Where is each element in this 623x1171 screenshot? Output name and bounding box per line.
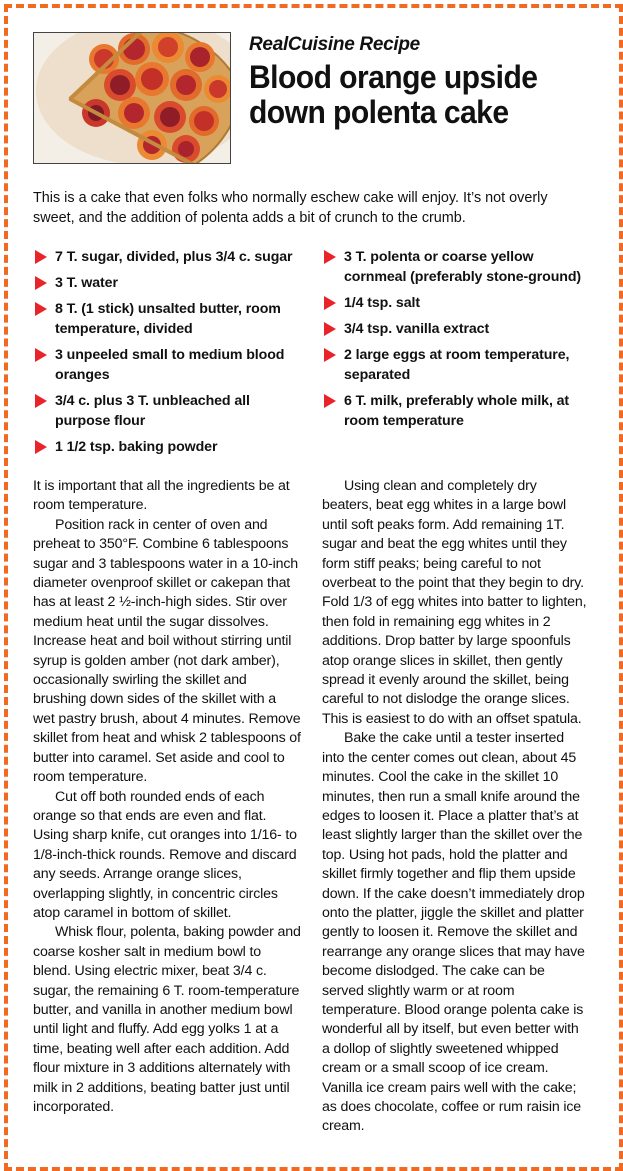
ingredient-text: 3/4 tsp. vanilla extract — [344, 321, 490, 337]
cake-photo-icon — [34, 33, 230, 163]
ingredients-right-column — [322, 247, 597, 437]
direction-paragraph: Position rack in center of oven and preheat to 350°F. Combine 6 tablespoons sugar and 3 tablespoons water in a 10-inch diameter ovenproof skillet or cakepan that has at least 2 ½-inch-high sides. Stir over medium heat until the sugar dissolves. Increase heat and boil without stirring until syrup is golden amber (not dark amber), occasionally swirling the skillet and brushing down sides of the skillet with a wet pastry brush, about 4 minutes. Remove skillet from heat and whisk 2 tablespoons of butter into caramel. Set aside and cool to room temperature. — [33, 516, 301, 786]
triangle-bullet-icon — [324, 250, 336, 264]
triangle-bullet-icon — [35, 348, 47, 362]
ingredient-text: 2 large eggs at room temperature, separated — [344, 347, 570, 383]
ingredient-text: 3 T. water — [55, 275, 118, 291]
ingredient-text: 1/4 tsp. salt — [344, 295, 420, 311]
triangle-bullet-icon — [324, 348, 336, 362]
ingredient-text: 7 T. sugar, divided, plus 3/4 c. sugar — [55, 249, 293, 265]
ingredient-item — [322, 293, 597, 313]
triangle-bullet-icon — [35, 440, 47, 454]
direction-paragraph: Bake the cake until a tester inserted into the center comes out clean, about 45 minutes. Cool the cake in the skillet 10 minutes, then run a small knife around the edges to loosen it. Place a platter that’s at least slightly larger than the skillet over the top. Using hot pads, hold the platter and skillet firmly together and flip them upside down. If the cake doesn’t immediately drop onto the platter, jiggle the skillet and platter gently to loosen it. Remove the skillet and rearrange any orange slices that may have become dislodged. The cake can be served slightly warm or at room temperature. Blood orange polenta cake is wonderful all by itself, but even better with a dollop of slightly sweetened whipped cream or a small scoop of ice cream. Vanilla ice cream pairs well with the cake; as does chocolate, coffee or rum raisin ice cream. — [322, 730, 585, 1135]
ingredient-text: 3 unpeeled small to medium blood oranges — [55, 347, 285, 383]
recipe-intro: This is a cake that even folks who normally eschew cake will enjoy. It’s not overly sweet, and the addition of polenta adds a bit of crunch to the crumb. — [33, 190, 548, 226]
ingredient-item — [322, 247, 597, 287]
ingredient-item — [322, 319, 597, 339]
ingredient-text: 1 1/2 tsp. baking powder — [55, 439, 218, 455]
direction-paragraph: It is important that all the ingredients be at room temperature. — [33, 478, 290, 514]
directions-left-column — [33, 477, 301, 1117]
ingredient-text: 3 T. polenta or coarse yellow cornmeal (preferably stone-ground) — [344, 249, 582, 285]
directions-right-column — [322, 477, 590, 1137]
ingredients-left-column — [33, 247, 308, 463]
ingredient-item — [33, 273, 308, 293]
ingredient-item — [33, 299, 308, 339]
ingredient-text: 8 T. (1 stick) unsalted butter, room temperature, divided — [55, 301, 281, 337]
ingredient-text: 6 T. milk, preferably whole milk, at room temperature — [344, 393, 570, 429]
ingredient-item — [322, 391, 597, 431]
triangle-bullet-icon — [35, 302, 47, 316]
recipe-kicker: RealCuisine Recipe — [249, 34, 420, 55]
direction-paragraph: Using clean and completely dry beaters, beat egg whites in a large bowl until soft peaks form. Add remaining 1T. sugar and beat the egg whites until they form stiff peaks; being careful to not overbeat to the point that they begin to dry. Fold 1/3 of egg whites into batter to lighten, then fold in remaining egg whites in 2 additions. Drop batter by large spoonfuls atop orange slices in skillet, then gently spread it evenly around the skillet, being careful to not dislodge the orange slices. This is easiest to do with an offset spatula. — [322, 478, 587, 727]
ingredient-item — [33, 247, 308, 267]
triangle-bullet-icon — [35, 394, 47, 408]
triangle-bullet-icon — [35, 276, 47, 290]
triangle-bullet-icon — [324, 322, 336, 336]
triangle-bullet-icon — [324, 296, 336, 310]
ingredient-text: 3/4 c. plus 3 T. unbleached all purpose flour — [55, 393, 250, 429]
triangle-bullet-icon — [324, 394, 336, 408]
direction-paragraph: Whisk flour, polenta, baking powder and coarse kosher salt in medium bowl to blend. Using electric mixer, beat 3/4 c. sugar, the remaining 6 T. room-temperature butter, and vanilla in another medium bowl until light and fluffy. Add egg yolks 1 at a time, beating well after each addition. Add flour mixture in 3 additions alternately with milk in 2 additions, beating batter just until incorporated. — [33, 924, 301, 1115]
ingredient-item — [33, 345, 308, 385]
ingredient-item — [33, 437, 308, 457]
ingredient-item — [322, 345, 597, 385]
direction-paragraph: Cut off both rounded ends of each orange so that ends are even and flat. Using sharp knife, cut oranges into 1/16- to 1/8-inch-thick rounds. Remove and discard any seeds. Arrange orange slices, overlapping slightly, in concentric circles atop caramel in bottom of skillet. — [33, 788, 297, 921]
cake-photo — [33, 32, 231, 164]
recipe-title: Blood orange upside down polenta cake — [249, 59, 538, 130]
triangle-bullet-icon — [35, 250, 47, 264]
ingredient-item — [33, 391, 308, 431]
